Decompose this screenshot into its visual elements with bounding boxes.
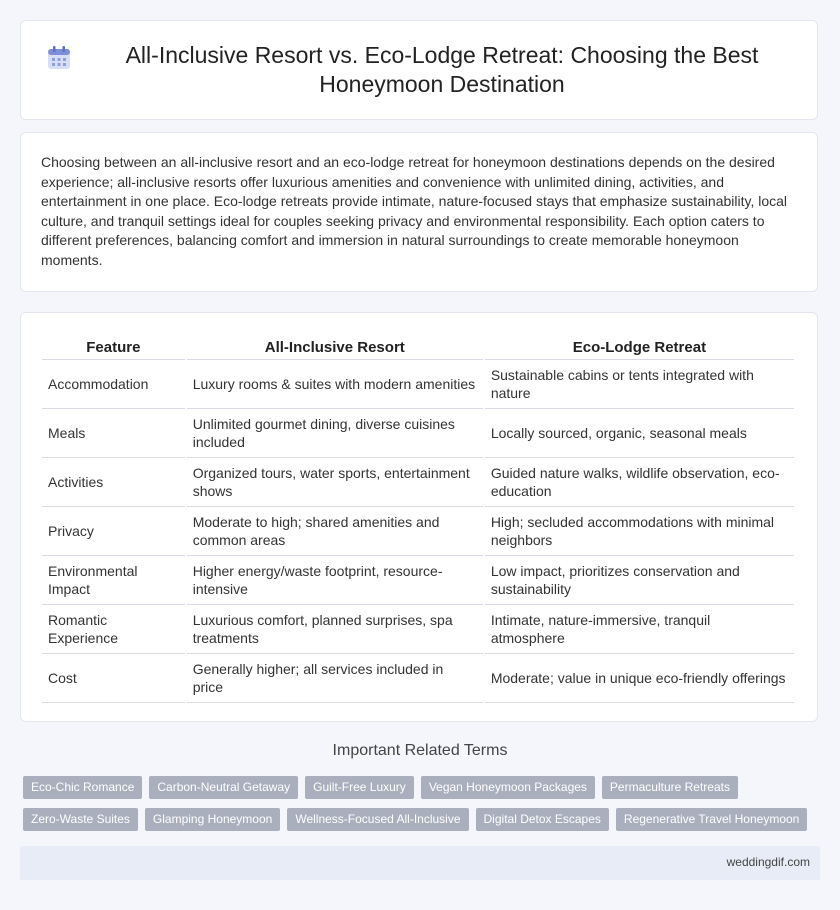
table-cell: Organized tours, water sports, entertainment shows	[187, 458, 483, 507]
column-header-feature: Feature	[42, 333, 185, 360]
table-row	[42, 409, 794, 458]
table-cell: Environmental Impact	[42, 556, 185, 605]
table-row	[42, 556, 794, 605]
tag-permaculture-retreats[interactable]: Permaculture Retreats	[602, 776, 738, 799]
intro-card	[20, 132, 818, 292]
tag-row	[23, 776, 823, 799]
table-cell: Moderate to high; shared amenities and common areas	[187, 507, 483, 556]
tag-guilt-free-luxury[interactable]: Guilt-Free Luxury	[305, 776, 414, 799]
table-row	[42, 360, 794, 409]
footer	[20, 846, 820, 880]
tag-vegan-honeymoon-packages[interactable]: Vegan Honeymoon Packages	[421, 776, 595, 799]
table-cell: Unlimited gourmet dining, diverse cuisines included	[187, 409, 483, 458]
calendar-icon	[46, 45, 72, 71]
table-cell: Generally higher; all services included in price	[187, 654, 483, 703]
tag-regenerative-travel-honeymoon[interactable]: Regenerative Travel Honeymoon	[616, 808, 807, 831]
table-cell: Sustainable cabins or tents integrated with nature	[485, 360, 794, 409]
table-cell: Luxurious comfort, planned surprises, spa treatments	[187, 605, 483, 654]
intro-paragraph: Choosing between an all-inclusive resort and an eco-lodge retreat for honeymoon destinations depends on the desired experience; all-inclusive resorts offer luxurious amenities and convenience with unlimited dining, activities, and entertainment in one place. Eco-lodge retreats provide intimate, nature-focused stays that emphasize sustainability, local culture, and tranquil settings ideal for couples seeking privacy and environmental responsibility. Each option caters to different preferences, balancing comfort and immersion in natural surroundings to create memorable honeymoon moments.	[41, 154, 788, 268]
footer-site-link[interactable]: weddingdif.com	[726, 855, 810, 869]
table-row	[42, 605, 794, 654]
table-row	[42, 458, 794, 507]
tag-eco-chic-romance[interactable]: Eco-Chic Romance	[23, 776, 142, 799]
table-header-row	[42, 333, 794, 360]
comparison-card	[20, 312, 818, 722]
table-cell: Luxury rooms & suites with modern amenities	[187, 360, 483, 409]
table-row	[42, 507, 794, 556]
table-row	[42, 654, 794, 703]
table-cell: Moderate; value in unique eco-friendly offerings	[485, 654, 794, 703]
column-header-ecolodge: Eco-Lodge Retreat	[485, 333, 794, 360]
tag-digital-detox-escapes[interactable]: Digital Detox Escapes	[476, 808, 609, 831]
tag-zero-waste-suites[interactable]: Zero-Waste Suites	[23, 808, 138, 831]
tag-glamping-honeymoon[interactable]: Glamping Honeymoon	[145, 808, 280, 831]
table-cell: Meals	[42, 409, 185, 458]
related-terms-list	[23, 776, 823, 840]
comparison-table	[40, 333, 796, 703]
table-cell: Privacy	[42, 507, 185, 556]
header-card	[20, 20, 818, 120]
column-header-resort: All-Inclusive Resort	[187, 333, 483, 360]
table-cell: Activities	[42, 458, 185, 507]
page-title: All-Inclusive Resort vs. Eco-Lodge Retreat: Choosing the Best Honeymoon Destination	[125, 42, 759, 97]
table-cell: Accommodation	[42, 360, 185, 409]
table-cell: Romantic Experience	[42, 605, 185, 654]
table-cell: Guided nature walks, wildlife observation, eco-education	[485, 458, 794, 507]
tag-wellness-focused-all-inclusive[interactable]: Wellness-Focused All-Inclusive	[287, 808, 468, 831]
table-cell: Intimate, nature-immersive, tranquil atmosphere	[485, 605, 794, 654]
table-cell: High; secluded accommodations with minimal neighbors	[485, 507, 794, 556]
related-terms-heading: Important Related Terms	[332, 742, 508, 759]
table-cell: Locally sourced, organic, seasonal meals	[485, 409, 794, 458]
table-cell: Higher energy/waste footprint, resource-intensive	[187, 556, 483, 605]
tag-carbon-neutral-getaway[interactable]: Carbon-Neutral Getaway	[149, 776, 298, 799]
tag-row	[23, 808, 823, 831]
table-cell: Cost	[42, 654, 185, 703]
table-cell: Low impact, prioritizes conservation and sustainability	[485, 556, 794, 605]
